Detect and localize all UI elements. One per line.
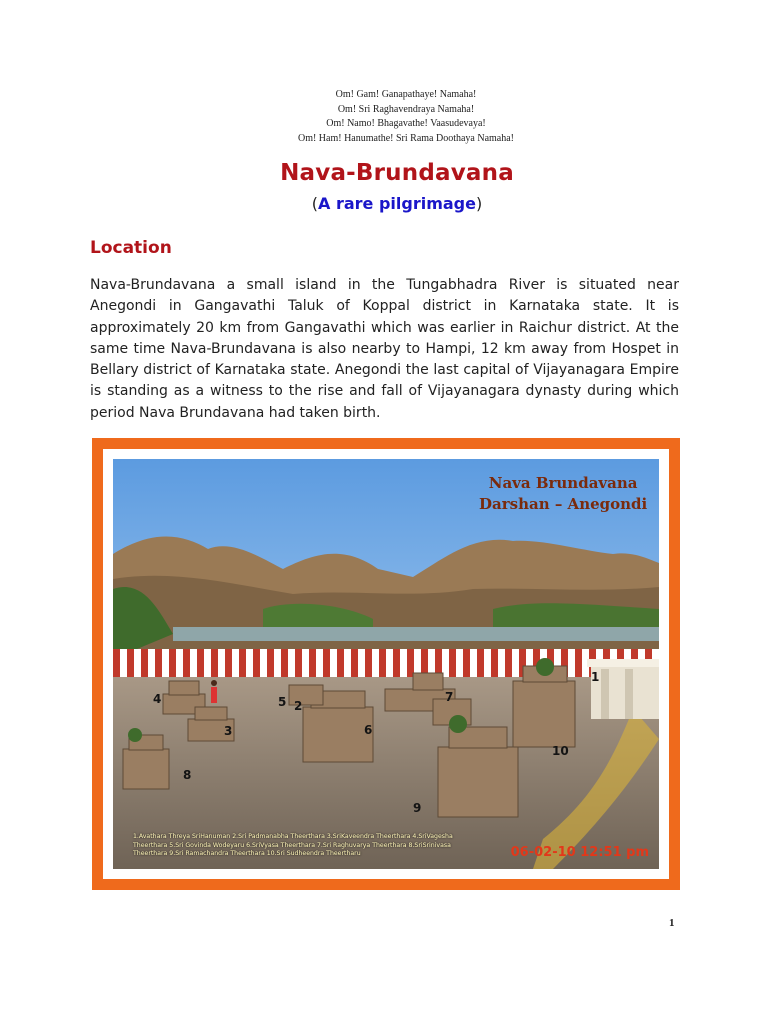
marker-4: 4 [153,692,162,706]
mantra-line: Om! Ham! Hanumathe! Sri Rama Doothaya Namaha! [297,133,515,145]
mantra-line: Om! Gam! Ganapathaye! Namaha! [335,89,477,100]
temple-wall [113,649,659,677]
photo-timestamp: 06-02-10 12:51 pm [510,845,649,860]
marker-5: 5 [278,695,287,709]
mantra-line: Om! Sri Raghavendraya Namaha! [337,103,475,115]
photo-frame [92,438,680,890]
marker-7: 7 [445,690,454,704]
mantra-block [0,88,768,147]
page-title: Nava-Brundavana [280,160,514,186]
photo-caption-line: Nava Brundavana [488,474,638,492]
page-number: 1 [669,917,675,929]
nava-brundavana-photo [113,459,659,869]
marker-3: 3 [224,724,233,738]
section-paragraph: Nava-Brundavana a small island in the Tungabhadra River is situated near Anegondi in Gangavathi Taluk of Koppal district in Karnataka state. It is approximately 20 km from Gangavathi which was earlier in Raichur district. At the same time Nava-Brundavana is also nearby to Hampi, 12 km away from Hospet in Bellary district of Karnataka state. Anegondi the last capital of Vijayanagara Empire is standing as a witness to the rise and fall of Vijayanagara dynasty during which period Nava Brundavana had taken birth. [90,277,679,421]
subtitle-highlight: A rare pilgrimage [318,194,476,213]
marker-9: 9 [413,801,422,815]
photo-caption [479,473,647,515]
photo-mat [103,449,669,879]
section-heading: Location [90,238,172,258]
marker-10: 10 [552,744,569,758]
marker-2: 2 [294,699,303,713]
marker-8: 8 [183,768,192,782]
photo-legend: 1.Avathara Threya SriHanuman 2.Sri Padmanabha Theerthara 3.SriKaveendra Theerthara 4.SriVagesha Theerthara 5.Sri Govinda Wodeyaru 6.SriVyasa Theerthara 7.Sri Raghuvarya Theerthara 8.SriSrinivasa Theerthara 9.Sri Ramachandra Theerthara 10.Sri Sudheendra Theertharu [133,833,453,858]
photo-caption-line: Darshan – Anegondi [479,495,648,513]
subtitle-open-paren: ( [311,194,318,213]
page-subtitle [0,194,768,213]
mantra-line: Om! Namo! Bhagavathe! Vaasudevaya! [326,118,486,130]
subtitle-close-paren: ) [475,194,483,213]
photo-illustration [113,459,659,869]
marker-1: 1 [591,670,600,684]
marker-6: 6 [364,723,373,737]
